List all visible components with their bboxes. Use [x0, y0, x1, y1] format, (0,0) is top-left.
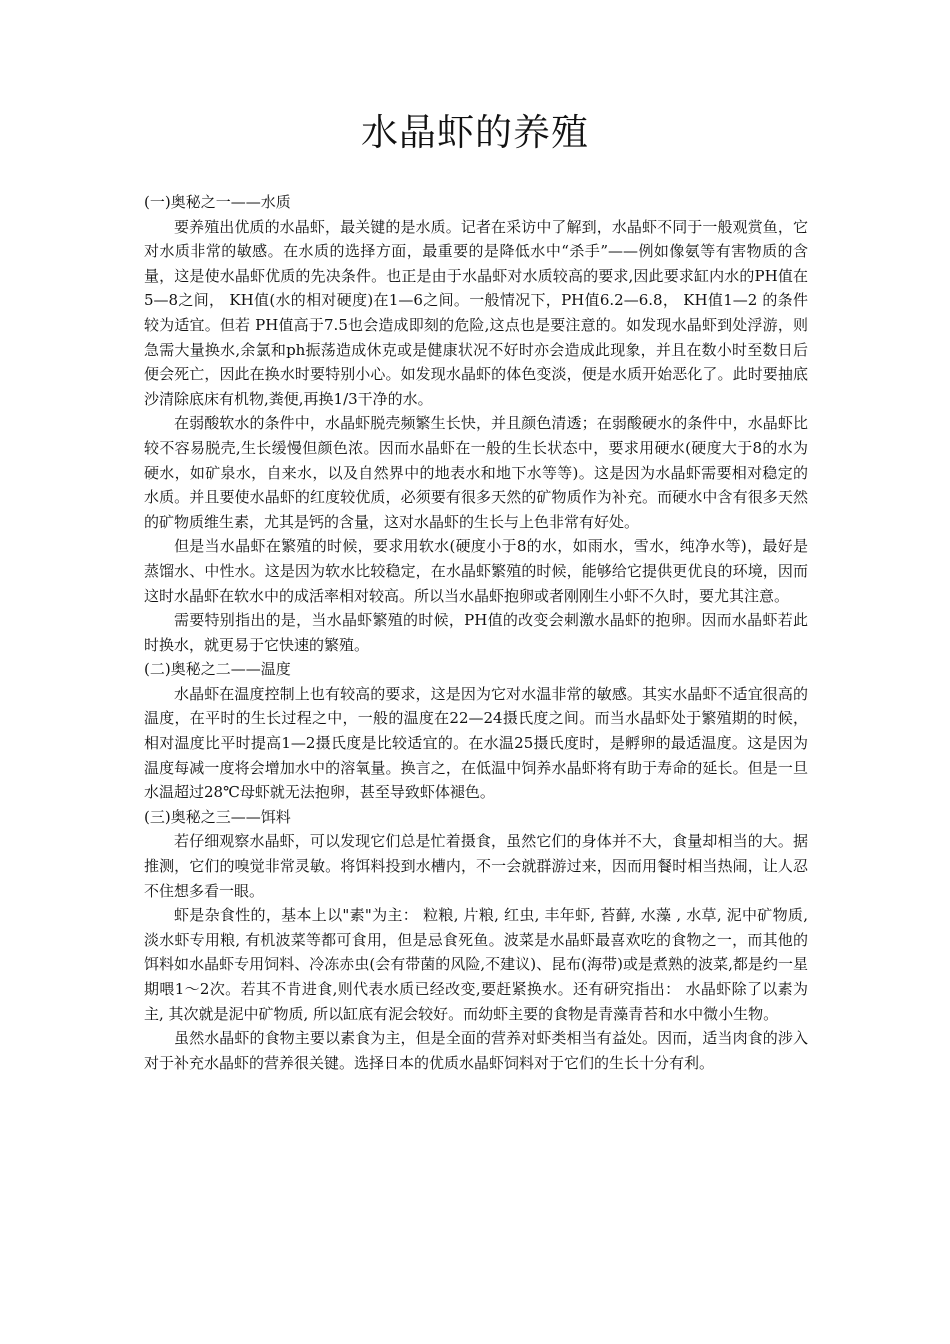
paragraph: 但是当水晶虾在繁殖的时候，要求用软水(硬度小于8的水，如雨水，雪水，纯净水等)，最好是蒸馏水、中性水。这是因为软水比较稳定，在水晶虾繁殖的时候，能够给它提供更优良的环境，因而这时水晶虾在软水中的成活率相对较高。所以当水晶虾抱卵或者刚刚生小虾不久时，要尤其注意。 [144, 537, 808, 605]
paragraph: 需要特别指出的是，当水晶虾繁殖的时候，PH值的改变会刺激水晶虾的抱卵。因而水晶虾若此时换水，就更易于它快速的繁殖。 [144, 611, 808, 654]
document-title: 水晶虾的养殖 [361, 111, 589, 154]
document-body [144, 190, 808, 1075]
section-heading-temperature: (二)奥秘之二——温度 [144, 660, 291, 679]
paragraph: 要养殖出优质的水晶虾，最关键的是水质。记者在采访中了解到，水晶虾不同于一般观赏鱼，它对水质非常的敏感。在水质的选择方面，最重要的是降低水中“杀手”——例如像氨等有害物质的含量，这是使水晶虾优质的先决条件。也正是由于水晶虾对水质较高的要求,因此要求缸内水的PH值在5—8之间， KH值(水的相对硬度)在1—6之间。一般情况下，PH值6.2—6.8， KH值1—2 的条件较为适宜。但若 PH值高于7.5也会造成即刻的危险,这点也是要注意的。如发现水晶虾到处浮游，则急需大量换水,余氯和ph振荡造成休克或是健康状况不好时亦会造成此现象，并且在数小时至数日后便会死亡，因此在换水时要特别小心。如发现水晶虾的体色变淡，便是水质开始恶化了。此时要抽底沙清除底床有机物,粪便,再换1/3干净的水。 [144, 217, 808, 408]
section-heading-feed: (三)奥秘之三——饵料 [144, 807, 291, 826]
section-heading-water-quality: (一)奥秘之一——水质 [144, 193, 291, 211]
paragraph: 虾是杂食性的，基本上以"素"为主： 粒粮, 片粮, 红虫, 丰年虾, 苔藓, 水藻 , 水草, 泥中矿物质, 淡水虾专用粮, 有机波菜等都可食用，但是忌食死鱼。波菜是水晶虾最喜欢吃的食物之一，而其他的饵料如水晶虾专用饲料、冷冻赤虫(会有带菌的风险,不建议)、昆布(海带)或是煮熟的波菜,都是约一星期喂1～2次。若其不肯进食,则代表水质已经改变,要赶紧换水。还有研究指出： 水晶虾除了以素为主, 其次就是泥中矿物质, 所以缸底有泥会较好。而幼虾主要的食物是青藻青苔和水中微小生物。 [144, 906, 808, 1023]
paragraph: 在弱酸软水的条件中，水晶虾脱壳频繁生长快，并且颜色清透；在弱酸硬水的条件中，水晶虾比较不容易脱壳,生长缓慢但颜色浓。因而水晶虾在一般的生长状态中，要求用硬水(硬度大于8的水为硬水，如矿泉水，自来水，以及自然界中的地表水和地下水等等)。这是因为水晶虾需要相对稳定的水质。并且要使水晶虾的红度较优质，必须要有很多天然的矿物质作为补充。而硬水中含有很多天然的矿物质维生素，尤其是钙的含量，这对水晶虾的生长与上色非常有好处。 [144, 414, 808, 531]
paragraph: 水晶虾在温度控制上也有较高的要求，这是因为它对水温非常的敏感。其实水晶虾不适宜很高的温度，在平时的生长过程之中，一般的温度在22—24摄氏度之间。而当水晶虾处于繁殖期的时候，相对温度比平时提高1—2摄氏度是比较适宜的。在水温25摄氏度时，是孵卵的最适温度。这是因为温度每减一度将会增加水中的溶氧量。换言之，在低温中饲养水晶虾将有助于寿命的延长。但是一旦水温超过28℃母虾就无法抱卵，甚至导致虾体褪色。 [144, 684, 808, 802]
paragraph: 虽然水晶虾的食物主要以素食为主，但是全面的营养对虾类相当有益处。因而，适当肉食的涉入对于补充水晶虾的营养很关键。选择日本的优质水晶虾饲料对于它们的生长十分有利。 [144, 1029, 808, 1072]
paragraph: 若仔细观察水晶虾，可以发现它们总是忙着摄食，虽然它们的身体并不大，食量却相当的大。据推测，它们的嗅觉非常灵敏。将饵料投到水槽内，不一会就群游过来，因而用餐时相当热闹，让人忍不住想多看一眼。 [144, 832, 808, 900]
